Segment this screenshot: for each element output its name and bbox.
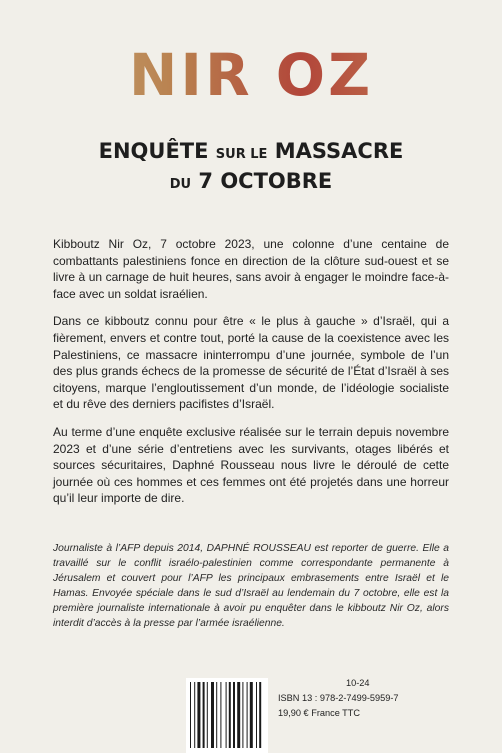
- blurb-paragraph-3: Au terme d’une enquête exclusive réalisée sur le terrain depuis novembre 2023 et d’une série d’entretiens avec les survivants, otages libérés et sources sécuritaires, Daphné Rousseau nous livre le déroulé de cette journée où ces hommes et ces femmes ont été projetés dans une horreur qu’il leur importe de dire.: [53, 424, 449, 506]
- barcode-area: [186, 672, 448, 753]
- product-code: 10-24: [346, 678, 370, 688]
- blurb: [53, 236, 449, 518]
- isbn: ISBN 13 : 978-2-7499-5959-7: [278, 693, 399, 703]
- blurb-paragraph-1: Kibboutz Nir Oz, 7 octobre 2023, une colonne d’une centaine de combattants palestiniens fonce en direction de la clôture sud-ouest et se livre à un carnage de huit heures, sans avoir à engager le moindre face-à-face avec un soldat israélien.: [53, 237, 449, 301]
- book-subtitle: [0, 138, 502, 198]
- blurb-paragraph-2: Dans ce kibboutz connu pour être « le plus à gauche » d’Israël, qui a fièrement, envers et contre tout, porté la cause de la coexistence avec les Palestiniens, ce massacre ininterrompu d’une journée, symbole de l’un des plus grands échecs de la promesse de sécurité de l’État d’Israël à ses citoyens, marque l’engloutissement d’un monde, de l’idéologie socialiste et du rêve des derniers pacifistes d’Israël.: [53, 314, 449, 412]
- author-bio: [53, 541, 449, 631]
- book-title: NIR OZ: [0, 40, 502, 110]
- author-bio-text: Journaliste à l’AFP depuis 2014, DAPHNÉ ROUSSEAU est reporter de guerre. Elle a travaillé sur le conflit israélo-palestinien comme correspondante permanente à Jérusalem et couvert pour l’AFP les principaux embrasements entre Israël et le Hamas. Envoyée spéciale dans le sud d’Israël au lendemain du 7 octobre, elle est la première journaliste internationale à avoir pu enquêter dans le kibboutz Nir Oz, alors interdit d’accès à la presse par l’armée israélienne.: [53, 543, 449, 629]
- barcode-icon: [186, 678, 268, 753]
- subtitle-word-sur-le: SUR LE: [215, 147, 268, 162]
- price: 19,90 € France TTC: [278, 708, 361, 718]
- subtitle-word-enquete: ENQUÊTE: [98, 139, 209, 163]
- subtitle-line-1: [0, 138, 502, 168]
- subtitle-word-massacre: MASSACRE: [274, 139, 404, 163]
- book-codes: [278, 676, 448, 721]
- subtitle-word-du: DU: [169, 177, 192, 192]
- subtitle-line-2: [0, 168, 502, 198]
- subtitle-word-date: 7 OCTOBRE: [198, 169, 333, 193]
